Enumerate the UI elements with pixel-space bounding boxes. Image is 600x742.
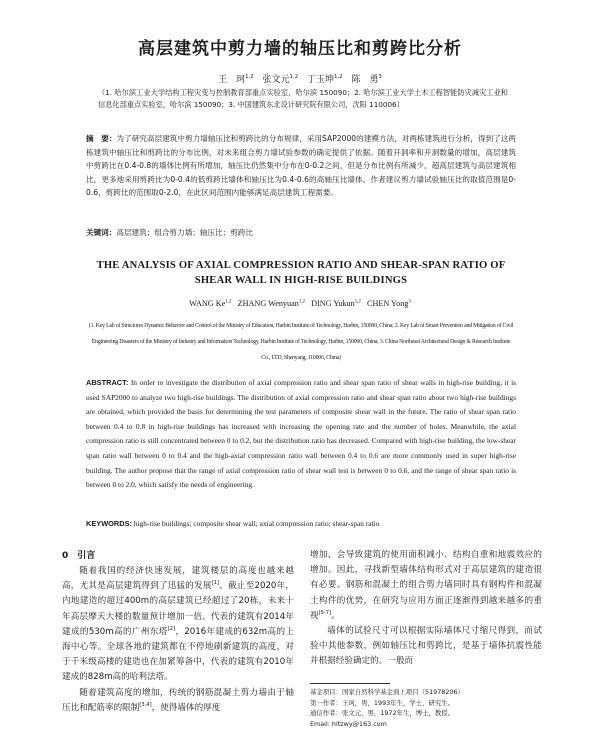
author-affil-sup: 1,2 <box>289 74 299 80</box>
abstract-chinese <box>86 132 516 200</box>
author-affil-sup: 1,2 <box>225 299 232 305</box>
author-name: DING Yukun <box>311 299 355 308</box>
abstract-label: 摘 要： <box>86 134 117 143</box>
body-column-right <box>310 548 542 670</box>
author-name: ZHANG Wenyuan <box>237 299 299 308</box>
affiliation-english: (1. Key Lab of Structures Dynamic Behavior and Control of the Ministry of Education, Harbin Institute of Technology, Harbin, 150090, China; 2. Key Lab of Smart Prevention and Mitigation of Civil Engineering Disasters of the Ministry of Industry and Information Technology, Harbin Institute of Technology, Harbin, 150090, China; 3. China Northeast Architectural Design & Research Institute Co., LTD, Shenyang, 110006, China) <box>88 323 514 361</box>
citation-ref: [2] <box>167 625 176 632</box>
keywords-label: KEYWORDS: <box>86 519 132 528</box>
author-name: 陈 勇 <box>351 75 379 85</box>
body-paragraph <box>310 624 542 670</box>
paragraph-text: ，2016年建成的632m高的上海中心等。全球各地的建筑都在不停地刷新建筑的高度，对于千米级高楼的建造也在加紧筹备中，代表的建筑有2010年建成的828m高的哈利法塔。 <box>62 626 294 683</box>
authors-english <box>0 299 600 308</box>
body-paragraph <box>62 686 294 716</box>
author-affil-sup: 1,2 <box>245 74 254 80</box>
body-paragraph <box>310 548 542 624</box>
author-affil-sup: 1,2 <box>298 299 305 305</box>
paragraph-text: 。 <box>331 610 340 621</box>
author-name: CHEN Yong <box>367 299 409 308</box>
body-column-left <box>62 564 294 716</box>
footnote-divider <box>310 683 390 684</box>
body-paragraph <box>62 564 294 686</box>
paragraph-text: ，使得墙体的厚度 <box>151 702 221 713</box>
keywords-label: 关键词： <box>86 228 117 237</box>
abstract-text: In order to investigate the distribution of axial compression ratio and shear span ratio of shear walls in high-rise building, it is used SAP2000 to analyze two high-rise buildings. The distribution of axial compression ratio and shear span ratio about two high-rise buildings are obtained, which provided the basis for determining the test parameters of composite shear wall in the future. The ratio of shear span ratio between 0.4 to 0.8 in high-rise buildings has increased with increasing the opening rate and the number of holes. Meanwhile, the axial compression ratio is still concentrated between 0 to 0.2, but the distribution ratio has decreased. Compared with high-rise building, the low-shear span ratio wall between 0 to 0.4 and the high-axial compression ratio wall between 0.4 to 0.6 are more commonly used in super high-rise building. The author propose that the range of axial compression ratio of shear wall test is between 0 to 0.6, and the range of shear span ratio is between 0 to 2.0, which satisfy the needs of engineering. <box>86 378 516 490</box>
footnote-email: Email: hitzwy@163.com <box>310 719 387 728</box>
author-name: 王 珂 <box>218 75 246 85</box>
citation-ref: [3,4] <box>139 701 152 708</box>
title-chinese: 高层建筑中剪力墙的轴压比和剪跨比分析 <box>138 39 462 59</box>
author-affil-sup: 1,2 <box>354 299 361 305</box>
footnote-first-author: 第一作者：王珂，男，1993年生，学士，研究生。 <box>310 698 455 707</box>
author-affil-sup: 3 <box>378 74 382 80</box>
section-heading: 0 引言 <box>62 551 96 561</box>
abstract-english <box>86 376 516 493</box>
keywords-text: high-rise buildings; composite shear wall; axial compression ratio; shear-span ratio <box>133 519 380 528</box>
author-name: 丁玉坤 <box>307 75 335 85</box>
paragraph-text: 。截止至2020年，内地建造的超过400m的高层建筑已经超过了20栋，未来十年高层摩天大楼的数量预计增加一倍。代表的建筑有2014年建成的530m高的广州东塔 <box>62 581 294 637</box>
affiliation-chinese: （1. 哈尔滨工业大学结构工程灾变与控制教育部重点实验室，哈尔滨 150090；2. 哈尔滨工业大学土木工程智能防灾减灾工业和信息化部重点实验室，哈尔滨 150090；3. 中国建筑东北设计研究院有限公司，沈阳 110006） <box>98 88 508 109</box>
paragraph-text: 随着我国的经济快速发展，建筑楼层的高度也越来越高，尤其是高层建筑得到了迅猛的发展 <box>62 566 294 592</box>
authors-chinese <box>0 72 600 85</box>
keywords-english <box>86 519 516 528</box>
citation-ref: [1] <box>211 580 220 587</box>
author-name: 张文元 <box>262 75 290 85</box>
abstract-text: 为了研究高层建筑中剪力墙轴压比和剪跨比的分布规律，采用SAP2000的建模方法，对两栋建筑进行分析，得到了这两栋建筑中轴压比和剪跨比的分布比例，对未来组合剪力墙试验参数的确定提供了依据。随着开洞率和开洞数量的增加，高层建筑中剪跨比在0.4-0.8的墙体比例有所增加，轴压比仍然集中分布在0-0.2之间，但是分布比例有所减少。超高层建筑与高层建筑相比，更多地采用剪跨比为0-0.4的低剪跨比墙体和轴压比为0.4-0.6的高轴压比墙体。作者建议剪力墙试验轴压比的取值范围是0-0.6，剪跨比的范围取0-2.0，在此区间范围内能够满足高层建筑工程需要。 <box>86 134 517 198</box>
keywords-text: 高层建筑；组合剪力墙；轴压比；剪跨比 <box>116 228 254 237</box>
author-affil-sup: 3 <box>408 299 411 305</box>
citation-ref: [5-7] <box>318 609 332 616</box>
footnote-corresponding-author: 通信作者：张文元，男，1972年生，博士，教授。 <box>310 709 455 717</box>
title-english: THE ANALYSIS OF AXIAL COMPRESSION RATIO AND SHEAR-SPAN RATIO OF SHEAR WALL IN HIGH-RISE BUILDINGS <box>96 260 506 286</box>
paragraph-text: 墙体的试验尺寸可以根据实际墙体尺寸缩尺得到，而试验中其他参数，例如轴压比和剪跨比，是基于墙体抗震性能并根据经验确定的。一般而 <box>310 626 542 667</box>
author-affil-sup: 1,2 <box>334 74 343 80</box>
footnotes <box>310 687 542 729</box>
paragraph-text: 随着建筑高度的增加，传统的钢筋混凝土剪力墙由于轴压比和配筋率的限制 <box>62 687 294 713</box>
keywords-chinese <box>86 227 516 238</box>
abstract-label: ABSTRACT: <box>86 378 129 387</box>
footnote-funding: 基金项目：国家自然科学基金面上项目（51978206） <box>310 688 464 696</box>
author-name: WANG Ke <box>189 299 226 308</box>
paragraph-text: 增加，会导致建筑的使用面积减小、结构自重和地震效应的增加。因此，寻找新型墙体结构形式对于高层建筑的建造很有必要。钢筋和混凝土的组合剪力墙同时具有钢构件和混凝土构件的优势，在研究与应用方面正逐渐得到越来越多的重视 <box>310 550 542 621</box>
